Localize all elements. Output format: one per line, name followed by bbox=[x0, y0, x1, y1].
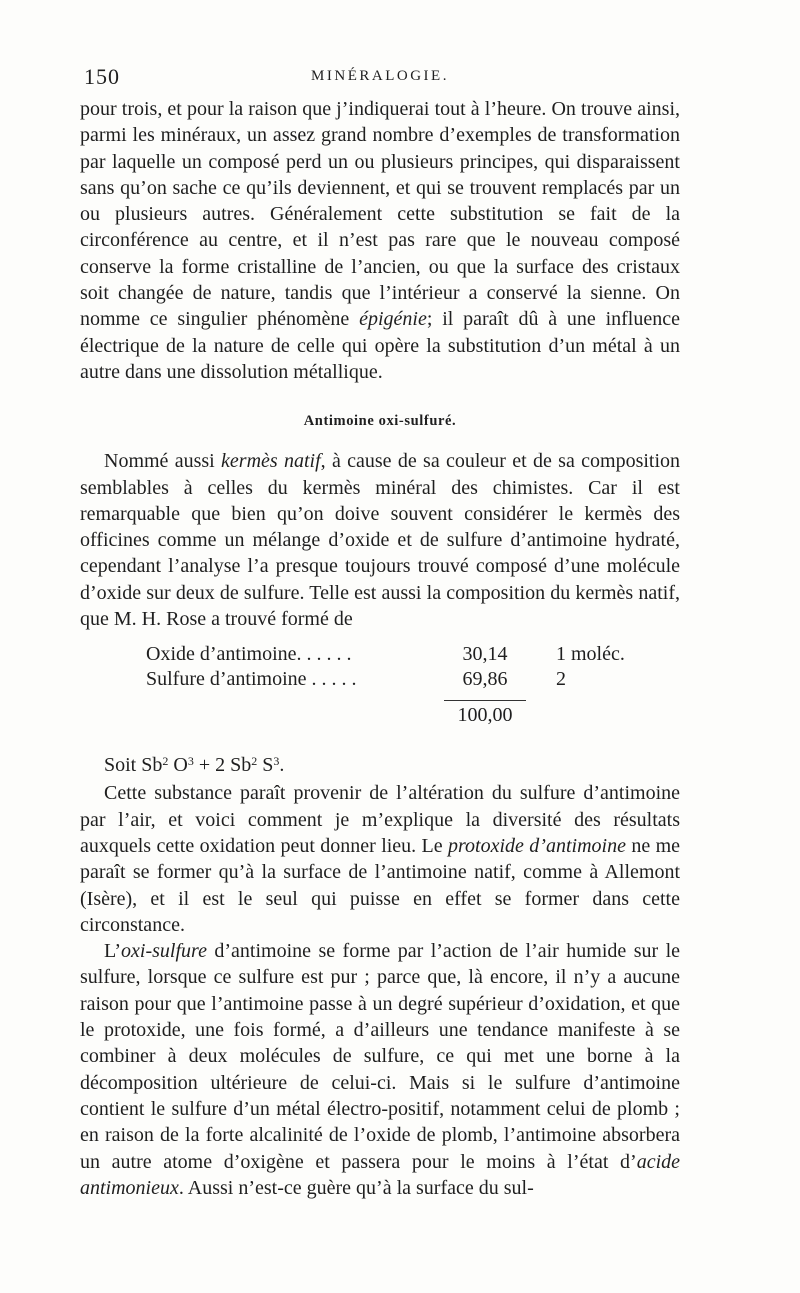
italic-term: kermès natif bbox=[221, 450, 321, 473]
component-name: Sulfure d’antimoine . . . . . bbox=[146, 668, 357, 691]
component-value: 69,86 bbox=[462, 668, 508, 691]
table-total-row bbox=[146, 692, 625, 728]
composition-table bbox=[146, 642, 625, 728]
component-molecules: 2 bbox=[556, 668, 566, 691]
component-molecules: 1 moléc. bbox=[556, 643, 625, 666]
page-number: 150 bbox=[84, 64, 120, 89]
paragraph: Nommé aussi kermès natif, à cause de sa couleur et de sa composition semblables à celles du kermès minéral des chimistes. Car il est remarquable que bien qu’on doive souvent considérer le kermès des officines comme un mélange d’oxide et de sulfure d’antimoine hydraté, cependant l’analyse l’a presque toujours trouvé composé d’une molécule d’oxide sur deux de sulfure. Telle est aussi la composition du kermès natif, que M. H. Rose a trouvé formé de bbox=[80, 450, 681, 631]
page-header bbox=[80, 64, 680, 94]
running-title: MINÉRALOGIE. bbox=[311, 68, 449, 84]
page-body bbox=[80, 96, 680, 1201]
italic-term: oxi-sulfure bbox=[121, 940, 207, 963]
italic-term: acide antimonieux bbox=[80, 1150, 680, 1199]
component-name: Oxide d’antimoine. . . . . . bbox=[146, 643, 352, 666]
section-title: Antimoine oxi-sulfuré. bbox=[303, 413, 457, 430]
composition-total: 100,00 bbox=[444, 700, 526, 728]
table-row bbox=[146, 667, 625, 692]
paragraph: L’oxi-sulfure d’antimoine se forme par l’action de l’air humide sur le sulfure, lorsque ce sulfure est pur ; parce que, là encore, il n’y a aucune raison pour que l’antimoine passe à un degré supérieur d’oxidation, et que le protoxide, une fois formé, a d’ailleurs une tendance manifeste à se combiner à deux molécules de sulfure, ce qui met une borne à la décomposition ultérieure de celui-ci. Mais si le sulfure d’antimoine contient le sulfure d’un métal électro-positif, notamment celui de plomb ; en raison de la forte alcalinité de l’oxide de plomb, l’antimoine absorbera un autre atome d’oxigène et passera pour le moins à l’état d’acide antimonieux. Aussi n’est-ce guère qu’à la surface du sul- bbox=[80, 940, 680, 1199]
paragraph-continued: pour trois, et pour la raison que j’indiquerai tout à l’heure. On trouve ainsi, parmi les minéraux, un assez grand nombre d’exemples de transformation par laquelle un composé perd un ou plusieurs principes, qui disparaissent sans qu’on sache ce qu’ils deviennent, et qui se trouvent remplacés par un ou plusieurs autres. Généralement cette substitution se fait de la circonférence au centre, et il n’est pas rare que le nouveau composé conserve la forme cristalline de l’ancien, ou que la surface des cristaux soit changée de nature, tandis que l’intérieur a conservé la sienne. On nomme ce singulier phénomène épigénie; il paraît dû à une influence électrique de la nature de celle qui opère la substitution d’un métal à un autre dans une dissolution métallique. bbox=[80, 98, 680, 383]
italic-term: épigénie bbox=[359, 308, 427, 331]
italic-term: protoxide d’antimoine bbox=[448, 834, 626, 857]
component-value: 30,14 bbox=[462, 643, 508, 666]
paragraph: Cette substance paraît provenir de l’altération du sulfure d’antimoine par l’air, et voici comment je m’explique la diversité des résultats auxquels cette oxidation peut donner lieu. Le protoxide d’antimoine ne me paraît se former qu’à la surface de l’antimoine natif, comme à Allemont (Isère), et il est le seul qui puisse en effet se former dans cette circonstance. bbox=[80, 782, 680, 936]
table-row bbox=[146, 642, 625, 667]
chemical-formula: Soit Sb$^2$ $O^3 + 2$ Sb$^2$ $S^3$. bbox=[104, 754, 285, 777]
